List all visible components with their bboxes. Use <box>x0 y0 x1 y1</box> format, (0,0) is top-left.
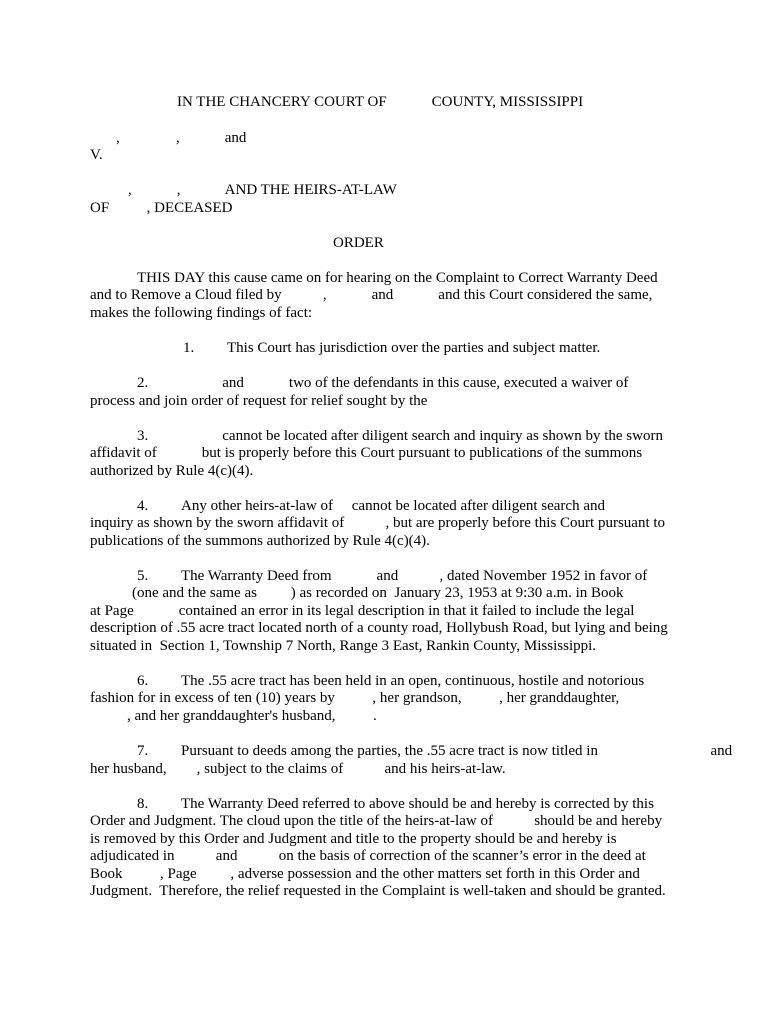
finding-line: authorized by Rule 4(c)(4). <box>90 463 254 479</box>
finding-line: description of .55 acre tract located north of a county road, Hollybush Road, but lying and being <box>90 620 668 636</box>
finding-number: 8. <box>137 796 149 812</box>
finding-line: Book , Page , adverse possession and the other matters set forth in this Order and <box>90 866 640 882</box>
finding-number: 6. <box>137 673 149 689</box>
finding-line: Pursuant to deeds among the parties, the .55 acre tract is now titled in and <box>181 743 733 759</box>
finding-line: is removed by this Order and Judgment and title to the property should be and hereby is <box>90 831 617 847</box>
court-heading: IN THE CHANCERY COURT OF COUNTY, MISSISSIPPI <box>177 94 584 110</box>
finding-line: inquiry as shown by the sworn affidavit of , but are properly before this Court pursuant to <box>90 515 666 531</box>
finding-line: at Page contained an error in its legal description in that it failed to include the legal <box>90 603 635 619</box>
finding-line: Judgment. Therefore, the relief requested in the Complaint is well-taken and should be granted. <box>90 883 666 899</box>
finding-line: her husband, , subject to the claims of and his heirs-at-law. <box>90 761 506 777</box>
finding-line: publications of the summons authorized by Rule 4(c)(4). <box>90 533 430 549</box>
finding-line: fashion for in excess of ten (10) years by , her grandson, , her granddaughter, <box>90 690 620 706</box>
finding-line: situated in Section 1, Township 7 North, Range 3 East, Rankin County, Mississippi. <box>90 638 597 654</box>
finding-line: Order and Judgment. The cloud upon the title of the heirs-at-law of should be and hereby <box>90 813 663 829</box>
order-title: ORDER <box>333 235 384 251</box>
intro-line: makes the following findings of fact: <box>90 305 313 321</box>
finding-line: adjudicated in and on the basis of correction of the scanner’s error in the deed at <box>90 848 646 864</box>
finding-number: 4. <box>137 498 149 514</box>
finding-line: affidavit of but is properly before this Court pursuant to publications of the summons <box>90 445 643 461</box>
finding-line: The Warranty Deed from and , dated November 1952 in favor of <box>181 568 648 584</box>
finding-number: 3. <box>137 428 149 444</box>
finding-line: The Warranty Deed referred to above should be and hereby is corrected by this <box>181 796 654 812</box>
finding-line: This Court has jurisdiction over the parties and subject matter. <box>227 340 601 356</box>
finding-number: 1. <box>183 340 195 356</box>
intro-line: THIS DAY this cause came on for hearing on the Complaint to Correct Warranty Deed <box>137 270 658 286</box>
finding-line: (one and the same as ) as recorded on January 23, 1953 at 9:30 a.m. in Book <box>132 585 624 601</box>
finding-number: 5. <box>137 568 149 584</box>
finding-line: cannot be located after diligent search and inquiry as shown by the sworn <box>181 428 663 444</box>
finding-number: 7. <box>137 743 149 759</box>
defendants-line: , , AND THE HEIRS-AT-LAW <box>128 182 397 198</box>
intro-line: and to Remove a Cloud filed by , and and this Court considered the same, <box>90 287 653 303</box>
finding-number: 2. <box>137 375 149 391</box>
finding-line: and two of the defendants in this cause, executed a waiver of <box>181 375 629 391</box>
finding-line: Any other heirs-at-law of cannot be located after diligent search and <box>181 498 605 514</box>
versus: V. <box>90 147 103 163</box>
finding-line: process and join order of request for relief sought by the <box>90 393 428 409</box>
plaintiffs-line: , , and <box>116 130 247 146</box>
finding-line: The .55 acre tract has been held in an open, continuous, hostile and notorious <box>181 673 645 689</box>
deceased-line: OF , DECEASED <box>90 200 233 216</box>
finding-line: , and her granddaughter's husband, . <box>127 708 377 724</box>
